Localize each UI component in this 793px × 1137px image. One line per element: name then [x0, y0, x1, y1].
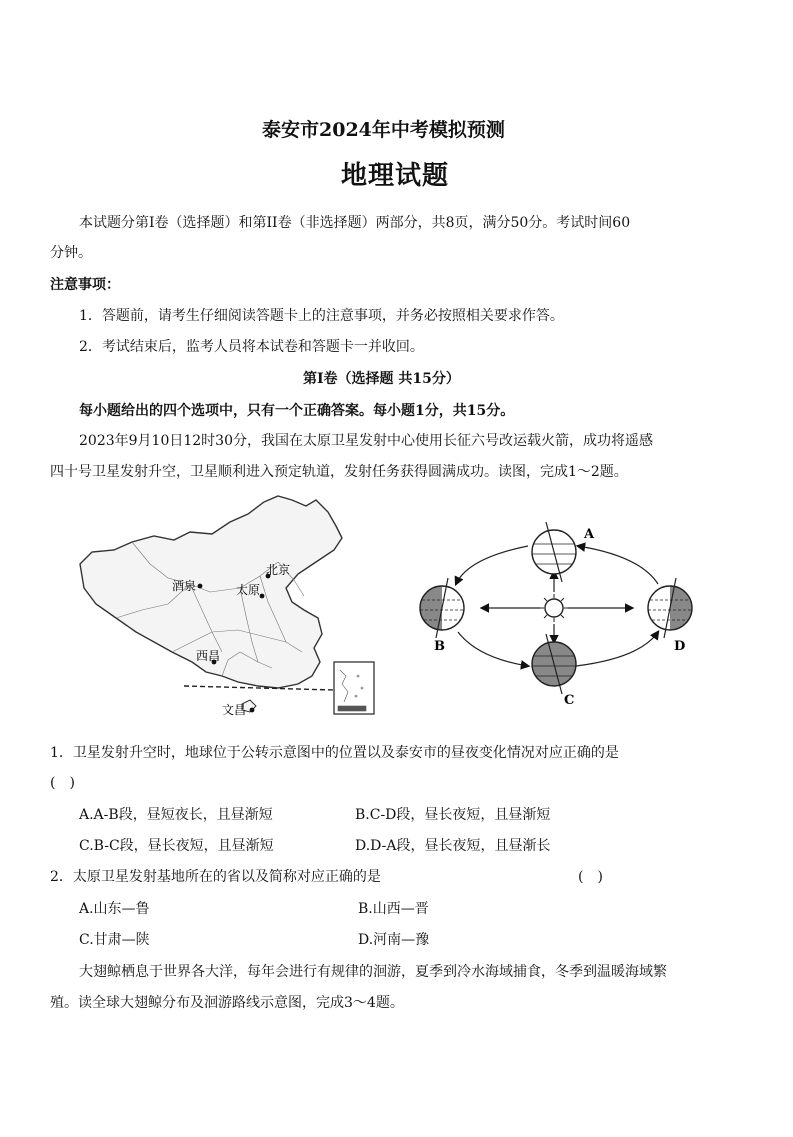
earth-d	[648, 578, 692, 638]
q2-option-a: A.山东—鲁	[79, 901, 150, 917]
q2-bracket: ( )	[578, 869, 603, 885]
label-xichang: 西昌	[196, 649, 221, 663]
q1-option-a: A.A-B段，昼短夜长，且昼渐短	[79, 807, 273, 823]
earth-c	[532, 634, 576, 694]
section1-heading: 第I卷（选择题 共15分）	[303, 371, 460, 387]
notes-heading: 注意事项：	[50, 277, 120, 293]
earth-a	[532, 522, 576, 582]
passage1-line-1: 2023年9月10日12时30分，我国在太原卫星发射中心使用长征六号改运载火箭，成功将遥感	[79, 433, 653, 449]
q2-option-c: C.甘肃—陕	[79, 932, 150, 948]
subject-title: 地理试题	[341, 161, 450, 191]
label-a: A	[584, 527, 595, 542]
intro-line-2: 分钟。	[50, 245, 92, 261]
wenchang-dot	[250, 708, 255, 713]
label-taiyuan: 太原	[236, 583, 261, 597]
label-beijing: 北京	[266, 563, 291, 577]
passage1-line-2: 四十号卫星发射升空，卫星顺利进入预定轨道，发射任务获得圆满成功。读图，完成1～2题。	[50, 464, 628, 480]
orbit-diagram	[408, 508, 708, 708]
q2-option-b: B.山西—晋	[358, 901, 429, 917]
label-wenchang: 文昌	[222, 703, 247, 717]
label-c: C	[564, 693, 575, 708]
label-jiuquan: 酒泉	[172, 579, 197, 593]
q2-stem: 2．太原卫星发射基地所在的省以及简称对应正确的是	[50, 869, 381, 885]
sun-icon	[540, 594, 568, 622]
q1-bracket: ( )	[50, 775, 75, 791]
q1-option-b: B.C-D段，昼长夜短，且昼渐短	[355, 807, 551, 823]
taiyuan-dot	[260, 594, 265, 599]
earth-b	[420, 578, 464, 638]
jiuquan-dot	[198, 584, 203, 589]
notes-item-2: 2．考试结束后，监考人员将本试卷和答题卡一并收回。	[79, 339, 424, 355]
q2-option-d: D.河南—豫	[358, 932, 430, 948]
label-d: D	[674, 639, 686, 654]
q1-option-d: D.D-A段，昼长夜短，且昼渐长	[355, 838, 551, 854]
label-b: B	[434, 639, 445, 654]
intro-line-1: 本试题分第I卷（选择题）和第II卷（非选择题）两部分，共8页，满分50分。考试时间60	[79, 215, 631, 231]
q1-option-c: C.B-C段，昼长夜短，且昼渐短	[79, 838, 274, 854]
china-map-figure	[72, 492, 382, 724]
passage2-line-1: 大翅鲸栖息于世界各大洋，每年会进行有规律的洄游，夏季到冷水海域捕食，冬季到温暖海域繁	[79, 964, 667, 980]
q1-stem: 1．卫星发射升空时，地球位于公转示意图中的位置以及泰安市的昼夜变化情况对应正确的是	[50, 745, 619, 761]
section1-instruction: 每小题给出的四个选项中，只有一个正确答案。每小题1分，共15分。	[79, 403, 515, 419]
notes-item-1: 1．答题前，请考生仔细阅读答题卡上的注意事项，并务必按照相关要求作答。	[79, 308, 564, 324]
passage2-line-2: 殖。读全球大翅鲸分布及洄游路线示意图，完成3～4题。	[50, 995, 404, 1011]
exam-title: 泰安市2024年中考模拟预测	[262, 119, 505, 141]
